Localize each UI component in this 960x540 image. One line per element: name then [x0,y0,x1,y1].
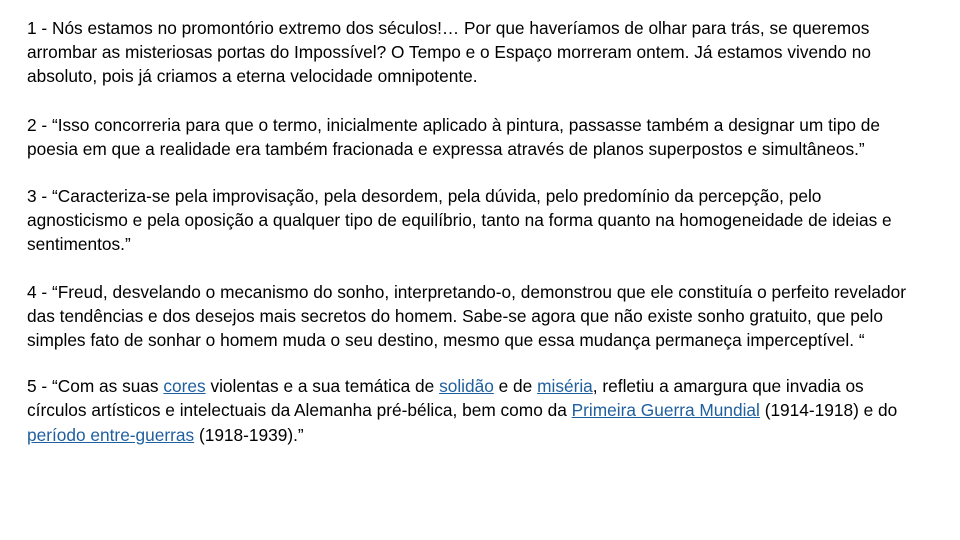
paragraph-5-text-6: (1918-1939).” [194,424,304,445]
paragraph-5-text-4: , refletiu a amargura que invadia os círculos artísticos e intelectuais da Alemanha pré-bélica, bem como da [27,376,864,421]
paragraph-5-text-3: e de [493,376,538,397]
link-cores[interactable]: cores [163,376,206,397]
link-primeira-guerra-mundial[interactable]: Primeira Guerra Mundial [571,400,760,421]
document-body [27,16,927,470]
paragraph-5-text-1: 5 - “Com as suas [27,376,164,397]
paragraph-5 [27,374,927,447]
paragraph-1: 1 - Nós estamos no promontório extremo dos séculos!… Por que haveríamos de olhar para trás, se queremos arrombar as misteriosas portas do Impossível? O Tempo e o Espaço morreram ontem. Já estamos vivendo no absoluto, pois já criamos a eterna velocidade omnipotente. [27,18,871,87]
paragraph-5-text-5: (1914-1918) e do [759,400,898,421]
link-periodo-entre-guerras[interactable]: período entre-guerras [27,424,195,445]
paragraph-2: 2 - “Isso concorreria para que o termo, inicialmente aplicado à pintura, passasse também a designar um tipo de poesia em que a realidade era também fracionada e expressa através de planos superpostos e simultâneos.” [27,114,880,159]
link-solidao[interactable]: solidão [439,376,494,397]
link-miseria[interactable]: miséria [537,376,593,397]
paragraph-5-text-2: violentas e a sua temática de [205,376,440,397]
paragraph-3: 3 - “Caracteriza-se pela improvisação, pela desordem, pela dúvida, pelo predomínio da percepção, pelo agnosticismo e pela oposição a qualquer tipo de equilíbrio, tanto na forma quanto na homogeneidade de ideias e sentimentos.” [27,186,892,255]
paragraph-4: 4 - “Freud, desvelando o mecanismo do sonho, interpretando-o, demonstrou que ele constituía o perfeito revelador das tendências e dos desejos mais secretos do homem. Sabe-se agora que não existe sonho gratuito, que pelo simples fato de sonhar o homem muda o seu destino, mesmo que essa mudança permaneça imperceptível. “ [27,281,906,351]
